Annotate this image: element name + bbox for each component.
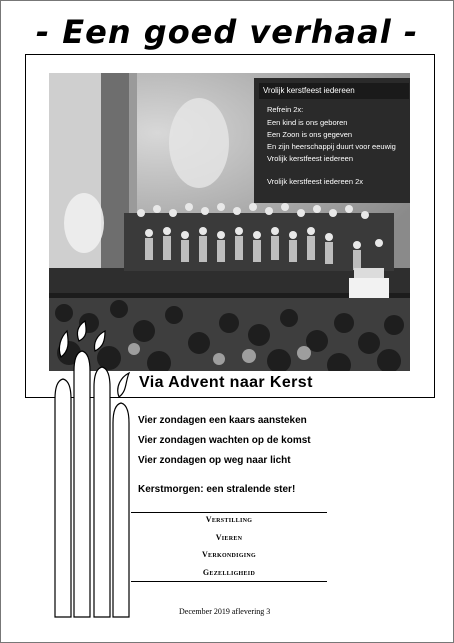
article-subtitle: Via Advent naar Kerst	[139, 374, 313, 391]
advent-line: Vier zondagen wachten op de komst	[138, 435, 311, 446]
keyword-item: Verstilling	[205, 515, 253, 524]
keyword-item: Vieren	[215, 532, 243, 542]
advent-lines	[138, 415, 311, 504]
screen-line: Een Zoon is ons gegeven	[267, 130, 353, 139]
screen-line: En zijn heerschappij duurt voor eeuwig	[267, 142, 396, 151]
screen-title: Vrolijk kerstfeest iedereen	[263, 86, 355, 95]
advent-line: Vier zondagen een kaars aansteken	[138, 415, 307, 426]
keyword-item: Gezelligheid	[202, 567, 256, 577]
advent-line: Vier zondagen op weg naar licht	[138, 455, 291, 466]
keywords-bottom-divider	[131, 581, 327, 582]
screen-line: Vrolijk kerstfeest iedereen	[267, 154, 354, 163]
screen-line: Refrein 2x:	[267, 105, 304, 114]
screen-line: Een kind is ons geboren	[267, 118, 348, 127]
keyword-item: Verkondiging	[201, 550, 257, 559]
issue-footer: December 2019 aflevering 3	[179, 607, 271, 616]
christmas-highlight: Kerstmorgen: een stralende ster!	[138, 484, 296, 495]
keyword-list	[131, 514, 327, 584]
keywords-top-divider	[131, 512, 327, 513]
screen-line: Vrolijk kerstfeest iedereen 2x	[267, 177, 364, 186]
page-title: - Een goed verhaal -	[35, 13, 419, 51]
advent-candles-icon	[49, 319, 133, 619]
